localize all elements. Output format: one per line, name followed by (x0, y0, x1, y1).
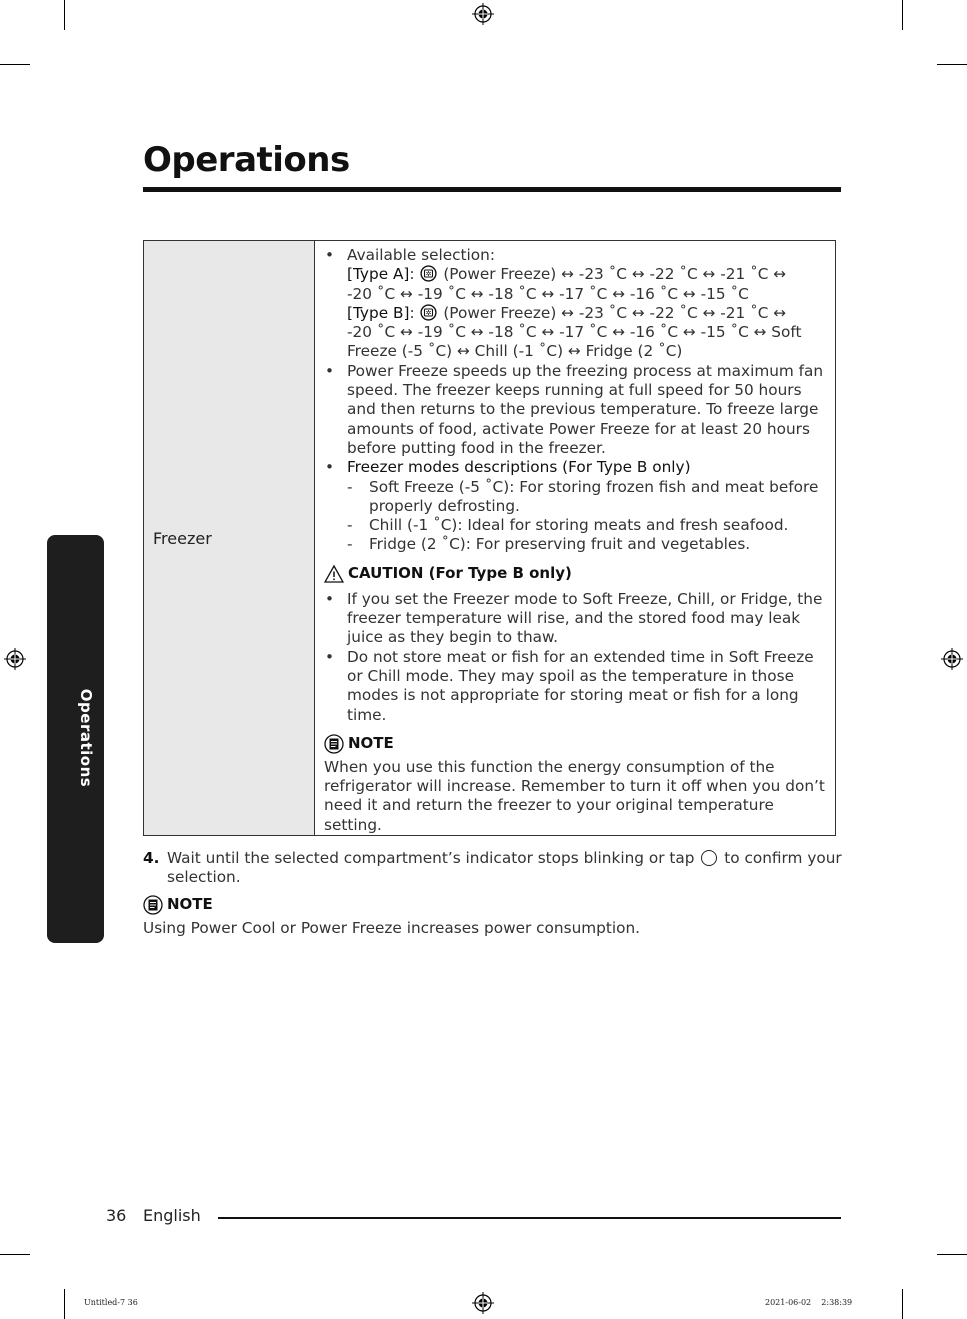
slug-right: 2021-06-02 2:38:39 (765, 1298, 853, 1307)
registration-mark-icon (472, 3, 494, 25)
type-b-line-1: [Type B]: ✲ (Power Freeze) ↔ -23 ˚C ↔ -22 ˚C ↔ -21 ˚C ↔ (347, 303, 787, 322)
type-a-line-1: [Type A]: ✲ (Power Freeze) ↔ -23 ˚C ↔ -22 ˚C ↔ -21 ˚C ↔ (347, 265, 787, 284)
title-rule (143, 187, 841, 192)
mode-chill: - Chill (-1 ˚C): Ideal for storing meats and fresh seafood. (324, 516, 827, 535)
slug-left: Untitled-7 36 (84, 1298, 138, 1307)
type-a-sequence-1: (Power Freeze) ↔ -23 ˚C ↔ -22 ˚C ↔ -21 ˚C ↔ (443, 265, 787, 284)
bottom-note-title: NOTE (167, 895, 213, 914)
page-number: 36 (106, 1206, 127, 1225)
power-freeze-icon (420, 265, 437, 282)
registration-mark-icon (941, 648, 963, 670)
crop-mark (937, 1254, 967, 1255)
type-b-sequence-1: (Power Freeze) ↔ -23 ˚C ↔ -22 ˚C ↔ -21 ˚C ↔ (443, 303, 787, 322)
registration-mark-icon (4, 648, 26, 670)
type-b-line-3: Freeze (-5 ˚C) ↔ Chill (-1 ˚C) ↔ Fridge (2 ˚C) (347, 342, 683, 361)
available-selection-intro: • Available selection: (347, 246, 496, 264)
crop-mark (64, 1289, 65, 1319)
step-4 (143, 849, 843, 888)
section-side-tab-label: Operations (77, 688, 95, 788)
power-freeze-icon (420, 304, 437, 321)
svg-text:✲: ✲ (426, 309, 432, 318)
page-title: Operations (143, 140, 350, 180)
freezer-modes-heading: • Freezer modes descriptions (For Type B only) (324, 458, 827, 477)
power-freeze-description: • Power Freeze speeds up the freezing process at maximum fan speed. The freezer keeps running at full speed for 50 hours and then returns to the previous temperature. To freeze large amounts of food, activate Power Freeze for at least 20 hours before putting food in the freezer. (324, 362, 827, 458)
caution-icon (324, 564, 344, 584)
crop-mark (902, 0, 903, 30)
step-number: 4. (143, 849, 160, 867)
page-language: English (143, 1206, 201, 1225)
crop-mark (902, 1289, 903, 1319)
freezer-spec-table (143, 240, 836, 836)
available-selection-item (324, 246, 827, 362)
caution-heading (324, 564, 827, 584)
crop-mark (64, 0, 65, 30)
table-row-content (315, 241, 835, 835)
step-4-text-before: Wait until the selected compartment’s indicator stops blinking or tap (167, 849, 695, 867)
crop-mark (937, 64, 967, 65)
type-b-line-2: -20 ˚C ↔ -19 ˚C ↔ -18 ˚C ↔ -17 ˚C ↔ -16 ˚C ↔ -15 ˚C ↔ Soft (347, 323, 802, 342)
caution-item: • If you set the Freezer mode to Soft Freeze, Chill, or Fridge, the freezer temperature will rise, and the stored food may leak juice as they begin to thaw. (324, 590, 827, 648)
bottom-note-heading (143, 895, 843, 915)
registration-mark-icon (472, 1292, 494, 1314)
mode-soft-freeze: - Soft Freeze (-5 ˚C): For storing frozen fish and meat before properly defrosting. (324, 478, 827, 517)
mode-fridge: - Fridge (2 ˚C): For preserving fruit and vegetables. (324, 535, 827, 554)
crop-mark (0, 1254, 30, 1255)
note-icon (143, 895, 163, 915)
note-heading (324, 734, 827, 754)
svg-text:✲: ✲ (426, 270, 432, 279)
note-text: When you use this function the energy consumption of the refrigerator will increase. Remember to turn it off when you don’t need it and return the freezer to your original temperature setting. (324, 757, 825, 834)
type-b-tag: [Type B] (347, 303, 410, 322)
bottom-note (143, 895, 843, 938)
section-side-tab (47, 535, 104, 943)
confirm-button-icon (701, 850, 717, 866)
caution-title: CAUTION (For Type B only) (348, 564, 572, 583)
type-a-line-2: -20 ˚C ↔ -19 ˚C ↔ -18 ˚C ↔ -17 ˚C ↔ -16 ˚C ↔ -15 ˚C (347, 284, 749, 303)
step-4-text-after: to confirm your selection. (167, 849, 842, 887)
type-a-tag: [Type A] (347, 265, 410, 284)
note-title: NOTE (348, 734, 394, 753)
footer-rule (218, 1217, 841, 1219)
row-label-freezer: Freezer (153, 528, 212, 548)
caution-item: • Do not store meat or fish for an extended time in Soft Freeze or Chill mode. They may spoil as the temperature in those modes is not appropriate for storing meat or fish for a long time. (324, 648, 827, 725)
crop-mark (0, 64, 30, 65)
table-row-label (144, 241, 315, 835)
bottom-note-text: Using Power Cool or Power Freeze increases power consumption. (143, 919, 641, 937)
note-icon (324, 734, 344, 754)
